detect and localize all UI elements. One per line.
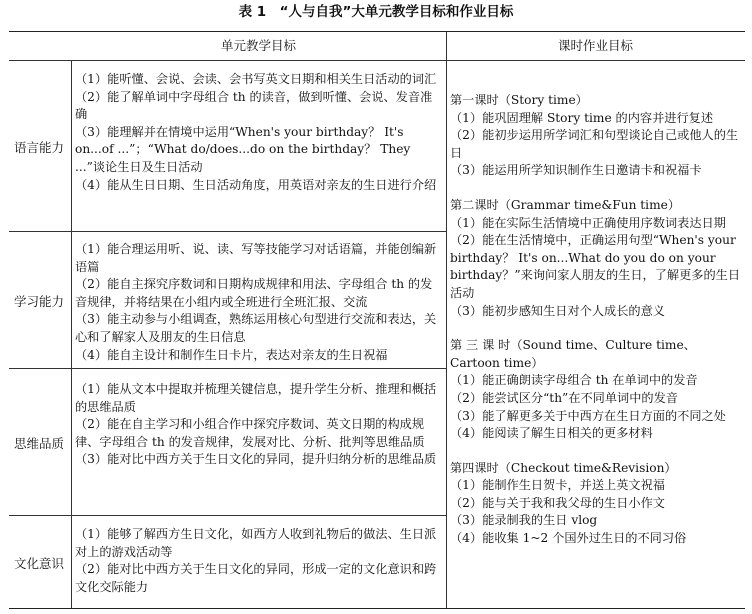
dimension-label: 思维品质 (13, 436, 64, 451)
goal-item: （1）能从文本中提取并梳理关键信息，提升学生分析、推理和概括的思维品质 (75, 382, 437, 414)
goal-item: （3）能对比中西方关于生日文化的异同，提升归纳分析的思维品质 (75, 452, 437, 467)
lesson-item: （2）能在生活情境中，正确运用句型“When's your birthday？ It's on...What do you do on your birthday？”来询问家人朋友的生日，了解更多的生日活动 (450, 233, 741, 300)
row-divider (9, 231, 446, 232)
dimension-label: 文化意识 (13, 556, 64, 571)
lesson-title: 第四课时（Checkout time&Revision） (450, 460, 677, 475)
goal-cell (75, 71, 442, 194)
lesson-item: （1）能制作生日贺卡，并送上英文祝福 (450, 478, 665, 493)
goal-item: （3）能主动参与小组调查，熟练运用核心句型进行交流和表达，关心和了解家人及朋友的生日信息 (75, 312, 437, 344)
goal-cell (75, 526, 442, 596)
lesson-title: 第一课时（Story time） (450, 93, 588, 107)
lesson-item: （2）能尝试区分“th”在不同单词中的发音 (450, 390, 678, 405)
goal-item: （2）能自主探究序数词和日期构成规律和用法、字母组合 th 的发音规律，并将结果在小组内或全班进行全班汇报、交流 (75, 277, 433, 309)
goal-cell (75, 241, 442, 364)
lesson-item: （4）能收集 1~2 个国外过生日的不同习俗 (450, 531, 687, 546)
lesson-item: （2）能与关于我和我父母的生日小作文 (450, 495, 665, 510)
row-divider (9, 368, 446, 369)
goal-item: （1）能合理运用听、说、读、写等技能学习对话语篇，并能创编新语篇 (75, 242, 437, 274)
lesson-item: （4）能阅读了解生日相关的更多材料 (450, 426, 653, 441)
lesson-item: （1）能正确朗读字母组合 th 在单词中的发音 (450, 373, 698, 388)
row-divider (9, 515, 446, 516)
dimension-label: 语言能力 (13, 140, 64, 155)
lesson-title: 第 三 课 时（Sound time、Culture time、Cartoon time） (450, 338, 696, 370)
goal-item: （2）能在自主学习和小组合作中探究序数词、英文日期的构成规律、字母组合 th 的发音规律，发展对比、分析、批判等思维品质 (75, 417, 425, 449)
table-caption: 表 1 “人与自我”大单元教学目标和作业目标 (238, 4, 514, 20)
column-divider-dimension (71, 60, 72, 608)
lesson-item: （3）能录制我的生日 vlog (450, 513, 598, 528)
lesson-item: （2）能初步运用所学词汇和句型谈论自己或他人的生日 (450, 128, 739, 160)
lesson-item: （1）能巩固理解 Story time 的内容并进行复述 (450, 110, 714, 125)
lesson-item: （3）能了解更多关于中西方在生日方面的不同之处 (450, 408, 726, 423)
lesson-item: （1）能在实际生活情境中正确使用序数词表达日期 (450, 215, 726, 230)
column-divider-homework (446, 32, 447, 608)
header-divider (9, 60, 745, 61)
goal-item: （2）能对比中西方关于生日文化的异同，形成一定的文化意识和跨文化交际能力 (75, 562, 437, 594)
goal-item: （4）能自主设计和制作生日卡片，表达对亲友的生日祝福 (75, 347, 388, 362)
header-unit-goals: 单元教学目标 (220, 38, 296, 53)
lesson-item: （3）能初步感知生日对个人成长的意义 (450, 303, 665, 318)
lesson-title: 第二课时（Grammar time&Fun time） (450, 197, 681, 212)
header-homework-goals: 课时作业目标 (557, 38, 633, 53)
dimension-label: 学习能力 (13, 294, 64, 309)
homework-goals-cell (450, 92, 743, 548)
goal-item: （1）能够了解西方生日文化，如西方人收到礼物后的做法、生日派对上的游戏活动等 (75, 527, 437, 559)
goal-item: （4）能从生日日期、生日活动角度，用英语对亲友的生日进行介绍 (75, 177, 437, 192)
goal-item: （1）能听懂、会说、会读、会书写英文日期和相关生日活动的词汇 (75, 72, 437, 86)
goal-cell (75, 381, 442, 469)
lesson-item: （3）能运用所学知识制作生日邀请卡和祝福卡 (450, 163, 702, 178)
goals-table (9, 31, 745, 609)
goal-item: （2）能了解单词中字母组合 th 的读音，做到听懂、会说、发音准确 (75, 89, 433, 122)
goal-item: （3）能理解并在情境中运用“When's your birthday？ It's on...of ...”；“What do/does...do on the birthday？ They ...”谈论生日及生日活动 (75, 124, 411, 174)
